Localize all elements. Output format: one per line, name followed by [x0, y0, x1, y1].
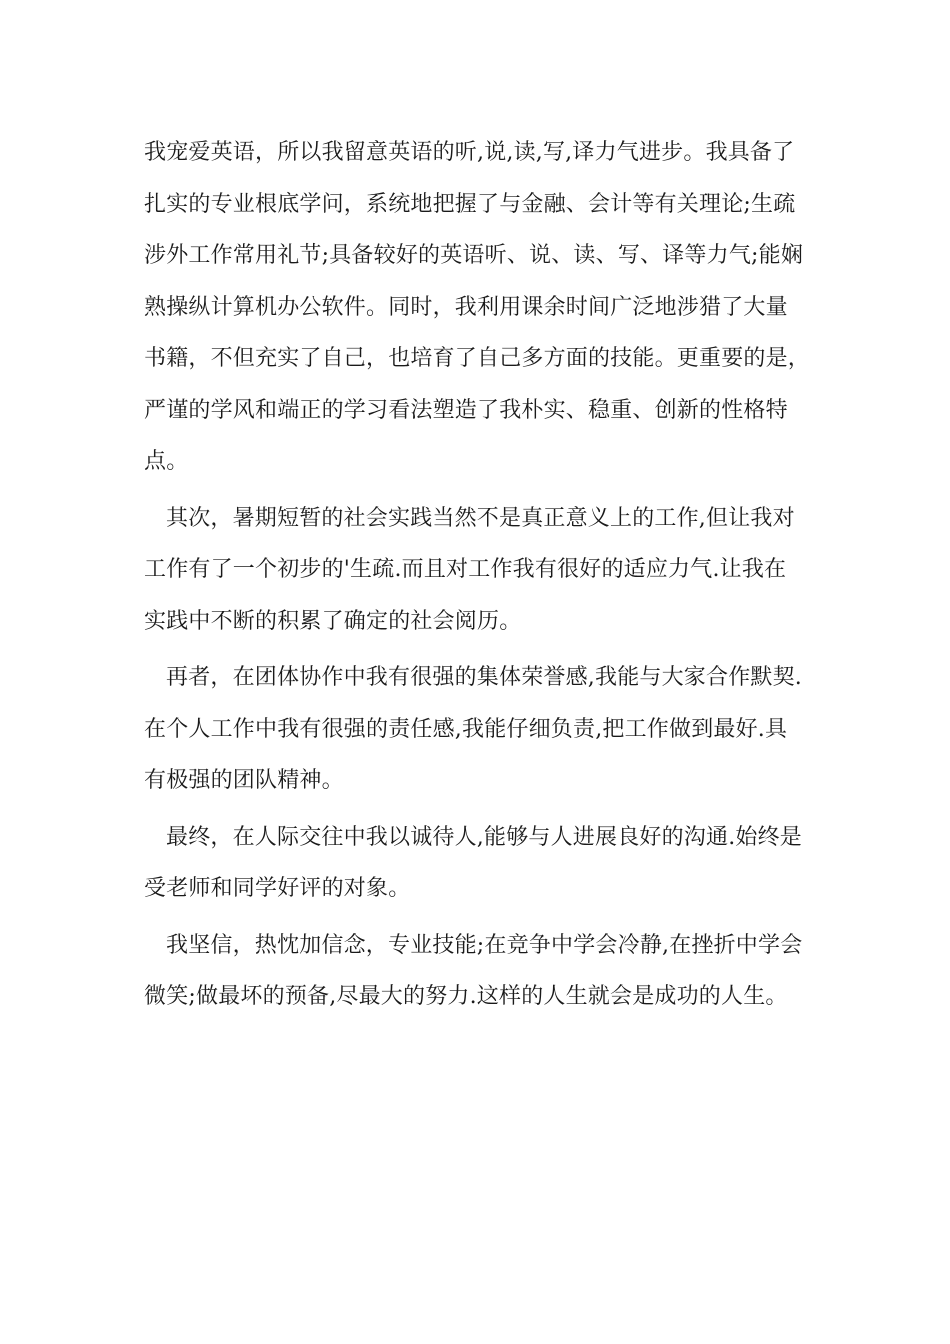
paragraph-line: 有极强的团队精神。 — [144, 768, 344, 793]
paragraph-line: 微笑;做最坏的预备,尽最大的努力.这样的人生就会是成功的人生。 — [144, 984, 788, 1009]
paragraph-line: 最终，在人际交往中我以诚待人,能够与人进展良好的沟通.始终是 — [166, 824, 802, 850]
paragraph-4 — [144, 812, 810, 915]
paragraph-3 — [144, 652, 810, 807]
paragraph-line: 书籍，不但充实了自己，也培育了自己多方面的技能。更重要的是， — [144, 346, 811, 371]
paragraph-5 — [144, 920, 810, 1023]
paragraph-line: 点。 — [144, 449, 189, 474]
paragraph-line: 其次，暑期短暂的社会实践当然不是真正意义上的工作,但让我对 — [166, 505, 795, 531]
paragraph-line: 我宠爱英语，所以我留意英语的听,说,读,写,译力气进步。我具备了 — [144, 140, 795, 165]
paragraph-2 — [144, 493, 810, 648]
paragraph-line: 在个人工作中我有很强的责任感,我能仔细负责,把工作做到最好.具 — [144, 716, 788, 742]
paragraph-line: 受老师和同学好评的对象。 — [144, 876, 411, 901]
document-body — [144, 127, 810, 1028]
paragraph-line: 熟操纵计算机办公软件。同时，我利用课余时间广泛地涉猎了大量 — [144, 294, 788, 320]
paragraph-line: 我坚信，热忱加信念，专业技能;在竞争中学会冷静,在挫折中学会 — [166, 932, 803, 958]
paragraph-line: 严谨的学风和端正的学习看法塑造了我朴实、稳重、创新的性格特 — [144, 397, 788, 423]
paragraph-line: 涉外工作常用礼节;具备较好的英语听、说、读、写、译等力气;能娴 — [144, 243, 804, 268]
paragraph-line: 扎实的专业根底学问，系统地把握了与金融、会计等有关理论;生疏 — [144, 191, 796, 217]
paragraph-1 — [144, 127, 810, 488]
paragraph-line: 工作有了一个初步的'生疏.而且对工作我有很好的适应力气.让我在 — [144, 557, 787, 582]
paragraph-line: 再者，在团体协作中我有很强的集体荣誉感,我能与大家合作默契. — [166, 665, 802, 690]
paragraph-line: 实践中不断的积累了确定的社会阅历。 — [144, 608, 522, 634]
